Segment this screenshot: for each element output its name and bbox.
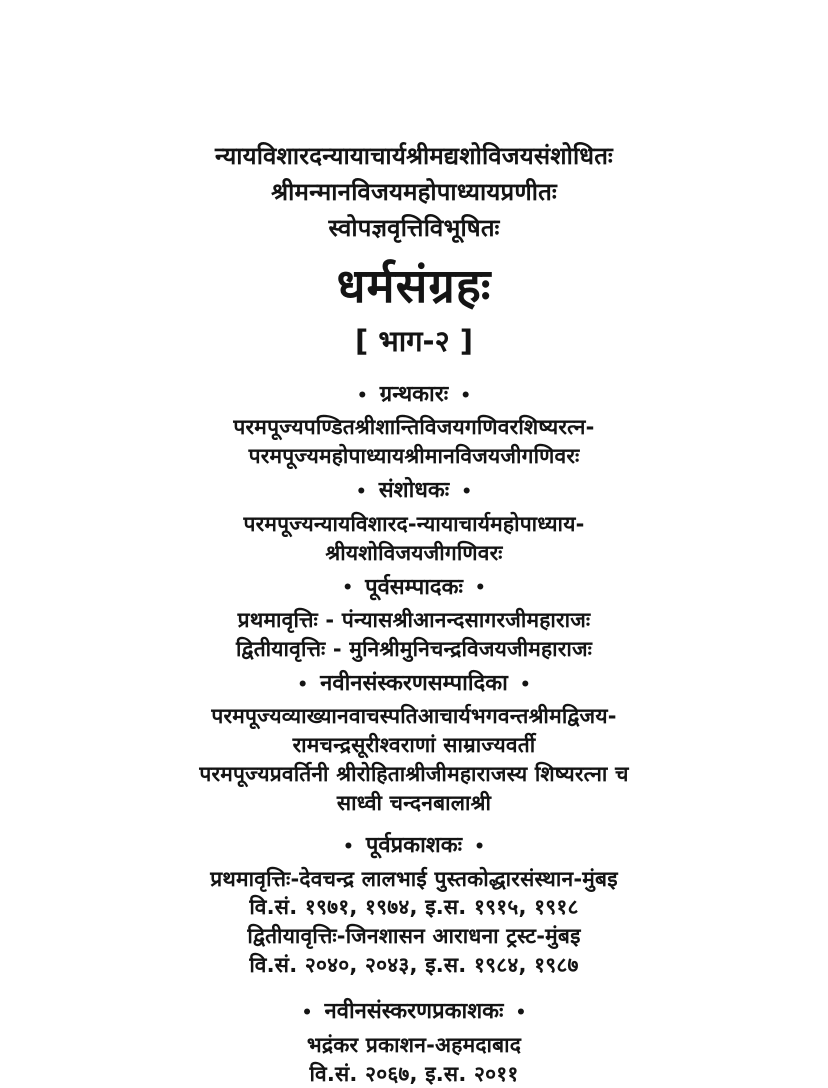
credit-line: रामचन्द्रसूरीश्वराणां साम्राज्यवर्ती <box>292 733 536 758</box>
bullet-icon: • <box>519 674 531 695</box>
section-heading-label: नवीनसंस्करणसम्पादिका <box>320 670 508 696</box>
bullet-icon: • <box>301 1002 313 1023</box>
section-purva-sampadaka <box>236 568 592 664</box>
credit-line: परमपूज्यमहोपाध्यायश्रीमानविजयजीगणिवरः <box>248 444 580 469</box>
bullet-icon: • <box>355 481 367 502</box>
section-heading <box>342 574 486 603</box>
section-heading-label: ग्रन्थकारः <box>379 381 449 407</box>
credit-line: प्रथमावृत्तिः - पंन्यासश्रीआनन्दसागरजीमहाराजः <box>237 608 591 633</box>
publisher-line: भद्रंकर प्रकाशन-अहमदाबाद <box>306 1032 522 1057</box>
publication-years-line: वि.सं. १९७१, १९७४, इ.स. १९१५, १९१८ <box>249 895 579 920</box>
section-purva-prakashaka <box>210 826 617 980</box>
book-title: धर्मसंग्रहः <box>336 259 492 314</box>
bullet-icon: • <box>474 578 486 599</box>
credits-sections <box>199 375 628 1088</box>
section-heading-label: पूर्वप्रकाशकः <box>365 832 463 858</box>
credit-line: द्वितीयावृत्तिः - मुनिश्रीमुनिचन्द्रविजयजीमहाराजः <box>235 637 593 661</box>
section-heading <box>302 998 527 1027</box>
credit-line: परमपूज्यव्याख्यानवाचस्पतिआचार्यभगवन्तश्रीमद्विजय- <box>211 704 617 729</box>
bullet-icon: • <box>474 836 485 857</box>
credit-line: श्रीयशोविजयजीगणिवरः <box>325 540 503 565</box>
publication-years-line: वि.सं. २०४०, २०४३, इ.स. १९८४, १९८७ <box>249 953 579 978</box>
commentary-attribution-line: स्वोपज्ञवृत्तिविभूषितः <box>328 214 500 242</box>
publication-years-line: वि.सं. २०६७, इ.स. २०११ <box>309 1061 519 1086</box>
section-heading-label: पूर्वसम्पादकः <box>365 574 463 600</box>
volume-number: [ भाग-२ ] <box>354 324 474 359</box>
bullet-icon: • <box>297 674 309 695</box>
bullet-icon: • <box>515 1002 527 1023</box>
credit-line: साध्वी चन्दनबालाश्री <box>336 791 492 816</box>
section-heading-label: नवीनसंस्करणप्रकाशकः <box>324 999 504 1025</box>
credit-line: परमपूज्यप्रवर्तिनी श्रीरोहिताश्रीजीमहाराजस्य शिष्यरत्ना च <box>199 762 629 787</box>
section-navina-sampadika <box>199 664 628 818</box>
section-samshodhaka <box>244 471 585 567</box>
publisher-line: प्रथमावृत्तिः-देवचन्द्र लालभाई पुस्तकोद्धारसंस्थान-मुंबइ <box>210 866 618 891</box>
bullet-icon: • <box>461 481 473 502</box>
publisher-line: द्वितीयावृत्तिः-जिनशासन आराधना ट्रस्ट-मुंबइ <box>247 924 581 949</box>
section-granthakara <box>233 375 594 471</box>
section-heading <box>356 477 472 506</box>
credit-line: परमपूज्यन्यायविशारद-न्यायाचार्यमहोपाध्याय- <box>243 511 585 536</box>
bullet-icon: • <box>343 836 354 857</box>
bullet-icon: • <box>342 578 354 599</box>
section-heading <box>297 670 530 699</box>
credit-line: परमपूज्यपण्डितश्रीशान्तिविजयगणिवरशिष्यरत्न- <box>233 415 595 440</box>
section-heading <box>357 381 471 410</box>
section-heading-label: संशोधकः <box>378 478 450 504</box>
section-heading <box>343 832 485 861</box>
section-navina-prakashaka <box>302 992 527 1088</box>
bullet-icon: • <box>356 385 368 406</box>
editor-attribution-line: न्यायविशारदन्यायाचार्यश्रीमद्यशोविजयसंशोधितः <box>215 142 613 170</box>
author-attribution-line: श्रीमन्मानविजयमहोपाध्यायप्रणीतः <box>271 178 557 206</box>
bullet-icon: • <box>460 385 472 406</box>
